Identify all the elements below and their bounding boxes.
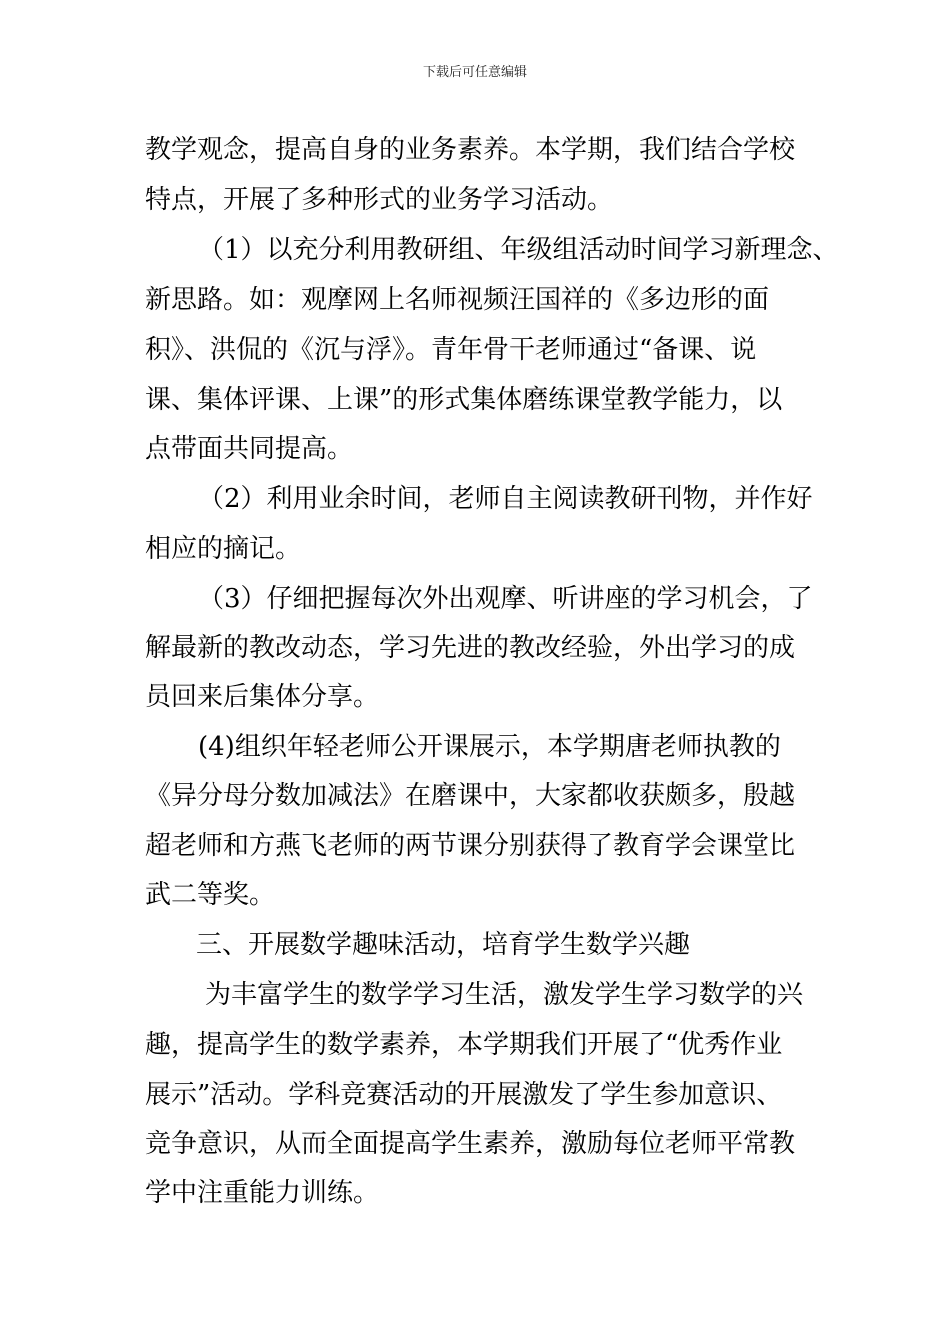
page-header: 下载后可任意编辑	[422, 65, 527, 80]
paragraph-7-line-3: 展示”活动。学科竞赛活动的开展激发了学生参加意识、	[145, 1080, 783, 1110]
paragraph-1-line-1: 教学观念，提高自身的业务素养。本学期，我们结合学校	[145, 135, 796, 165]
paragraph-4-line-2: 解最新的教改动态，学习先进的教改经验，外出学习的成	[145, 633, 796, 663]
paragraph-5-line-2: 《异分母分数加减法》在磨课中，大家都收获颇多，殷越	[145, 781, 796, 811]
section-heading: 三、开展数学趣味活动，培育学生数学兴趣	[196, 930, 691, 960]
paragraph-4-line-3: 员回来后集体分享。	[145, 682, 380, 712]
paragraph-3-line-1: （2）利用业余时间，老师自主阅读教研刊物，并作好	[198, 484, 813, 514]
paragraph-5-line-4: 武二等奖。	[145, 880, 276, 910]
paragraph-1-line-2: 特点，开展了多种形式的业务学习活动。	[145, 185, 614, 215]
paragraph-5-line-3: 超老师和方燕飞老师的两节课分别获得了教育学会课堂比	[145, 831, 796, 861]
paragraph-4-line-1: （3）仔细把握每次外出观摩、听讲座的学习机会，了	[198, 584, 813, 614]
paragraph-7-line-2: 趣，提高学生的数学素养，本学期我们开展了“优秀作业	[145, 1030, 783, 1060]
paragraph-2-line-2: 新思路。如：观摩网上名师视频汪国祥的《多边形的面	[145, 285, 770, 315]
paragraph-7-line-5: 学中注重能力训练。	[145, 1178, 380, 1208]
paragraph-2-line-5: 点带面共同提高。	[145, 434, 354, 464]
paragraph-2-line-1: （1）以充分利用教研组、年级组活动时间学习新理念、	[198, 235, 839, 265]
paragraph-2-line-4: 课、集体评课、上课”的形式集体磨练课堂教学能力，以	[145, 385, 783, 415]
paragraph-5-line-1: (4)组织年轻老师公开课展示，本学期唐老师执教的	[198, 732, 781, 762]
paragraph-7-line-1: 为丰富学生的数学学习生活，激发学生学习数学的兴	[205, 980, 804, 1010]
paragraph-7-line-4: 竞争意识，从而全面提高学生素养，激励每位老师平常教	[145, 1129, 796, 1159]
paragraph-3-line-2: 相应的摘记。	[145, 534, 302, 564]
paragraph-2-line-3: 积》、洪侃的《沉与浮》。青年骨干老师通过“备课、说	[145, 335, 757, 365]
